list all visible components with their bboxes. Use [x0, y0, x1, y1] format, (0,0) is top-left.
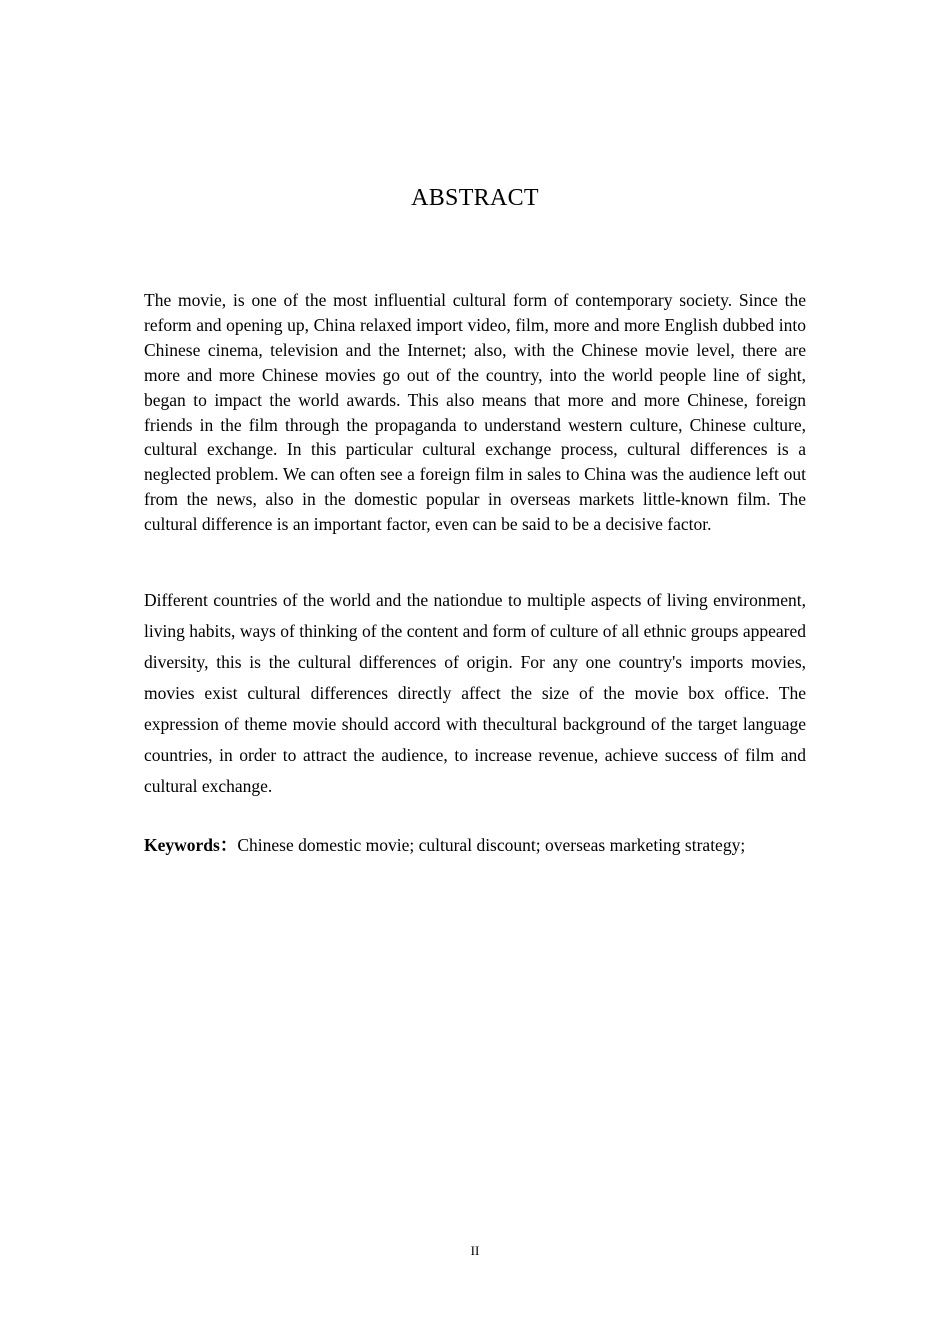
keywords-line — [144, 833, 824, 857]
abstract-paragraph-2: Different countries of the world and the nationdue to multiple aspects of living environment, living habits, ways of thinking of the content and form of culture of all ethnic groups appeared diversity, this is the cultural differences of origin. For any one country's imports movies, movies exist cultural differences directly affect the size of the movie box office. The expression of theme movie should accord with thecultural background of the target language countries, in order to attract the audience, to increase revenue, achieve success of film and cultural exchange. — [144, 590, 806, 796]
page-number: II — [470, 1243, 480, 1258]
keywords-label: Keywords： — [144, 835, 238, 855]
abstract-title: ABSTRACT — [411, 185, 539, 211]
abstract-paragraph-1: The movie, is one of the most influential cultural form of contemporary society. Since the reform and opening up, China relaxed import video, film, more and more English dubbed into Chinese cinema, television and the Internet; also, with the Chinese movie level, there are more and more Chinese movies go out of the country, into the world people line of sight, began to impact the world awards. This also means that more and more Chinese, foreign friends in the film through the propaganda to understand western culture, Chinese culture, cultural exchange. In this particular cultural exchange process, cultural differences is a neglected problem. We can often see a foreign film in sales to China was the audience left out from the news, also in the domestic popular in overseas markets little-known film. The cultural difference is an important factor, even can be said to be a decisive factor. — [144, 290, 806, 535]
keywords-value: Chinese domestic movie; cultural discount; overseas marketing strategy; — [237, 835, 746, 855]
